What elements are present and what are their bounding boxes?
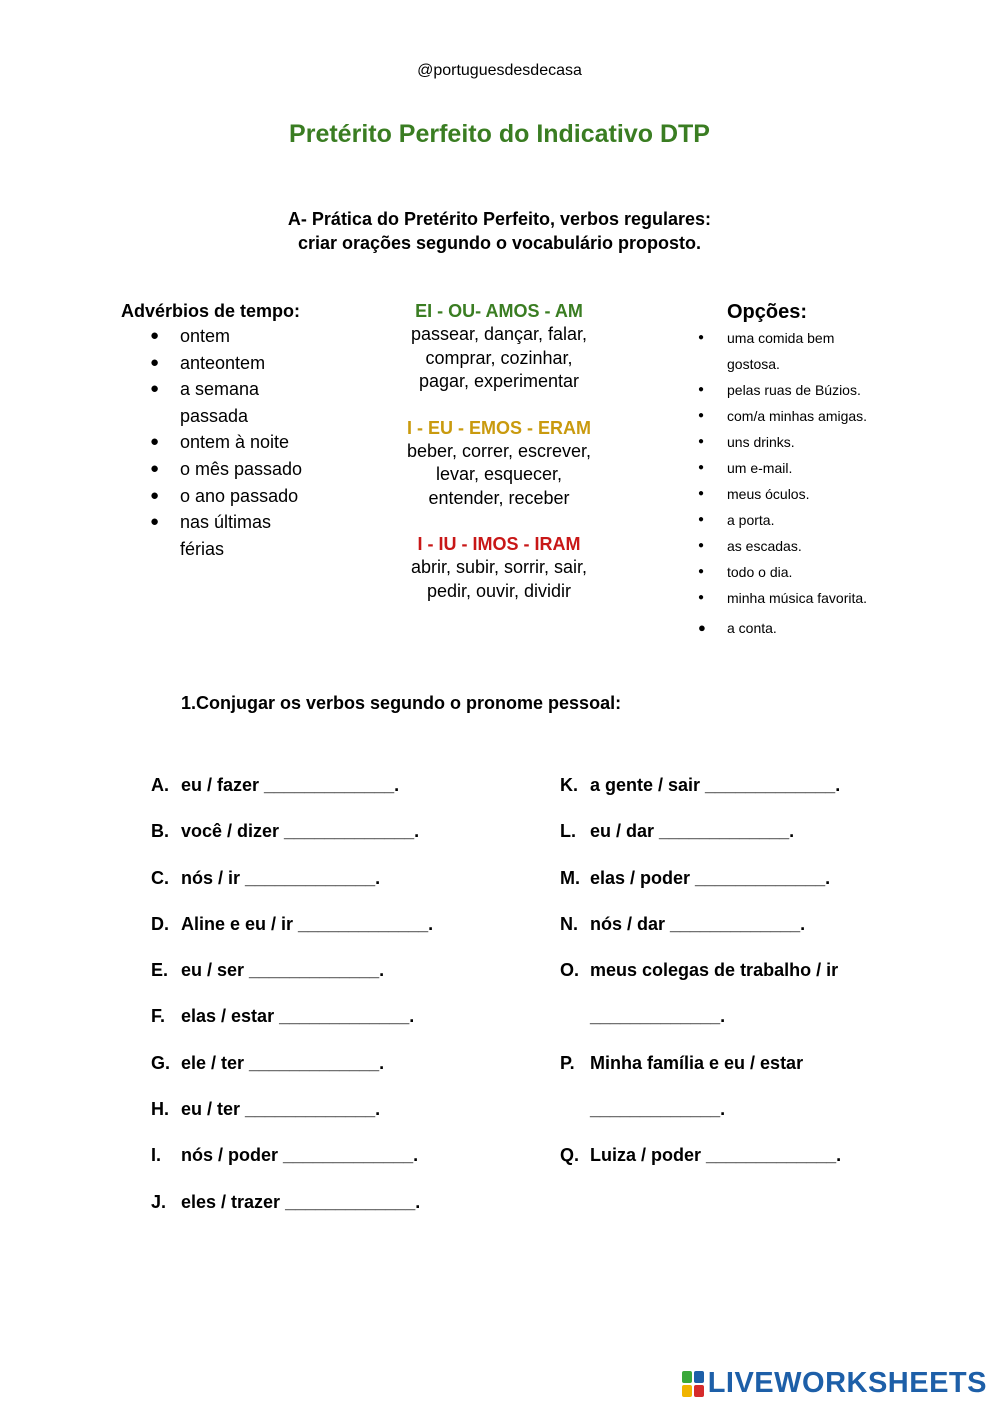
exercise-heading: 1.Conjugar os verbos segundo o pronome pessoal: [181, 693, 622, 713]
item-letter: C. [151, 867, 169, 888]
bullet-icon: ● [150, 459, 160, 477]
item-letter: J. [151, 1191, 167, 1212]
exercise-right-column [560, 762, 841, 1179]
instructions-line-1: A- Prática do Pretérito Perfeito, verbos regulares: [287, 209, 712, 229]
verb-line: pagar, experimentar [418, 371, 580, 391]
option-item: ● meus óculos. [695, 481, 995, 507]
logo-square [682, 1371, 692, 1383]
item-prompt: a gente / sair _____________. [590, 775, 841, 795]
item-prompt: nós / ir _____________. [181, 867, 381, 888]
option-item-continued: gostosa. [727, 356, 780, 372]
bullet-icon: ● [698, 384, 705, 395]
verb-group-2-list [374, 440, 624, 511]
page-title: Pretérito Perfeito do Indicativo DTP [289, 120, 710, 148]
adverb-item: ● nas últimas férias [120, 509, 290, 562]
verb-groups-column [374, 299, 624, 625]
bullet-icon: ● [698, 514, 705, 525]
exercise-item[interactable] [560, 947, 841, 993]
item-prompt: Luiza / poder _____________. [590, 1145, 842, 1166]
verb-group-1-list [374, 323, 624, 394]
exercise-item[interactable] [151, 808, 433, 854]
item-letter: D. [151, 913, 169, 934]
adverb-item: ● anteontem [120, 350, 351, 377]
exercise-item[interactable] [151, 1179, 433, 1225]
liveworksheets-wordmark: LIVEWORKSHEETS [707, 1367, 987, 1399]
item-letter: F. [151, 1006, 166, 1027]
item-letter: O. [560, 960, 580, 981]
bullet-icon: ● [698, 620, 706, 635]
item-prompt: eles / trazer _____________. [181, 1191, 421, 1212]
adverb-item: ● ontem [120, 323, 351, 350]
exercise-item[interactable] [560, 762, 841, 808]
bullet-icon: ● [698, 332, 705, 343]
bullet-icon: ● [150, 380, 160, 398]
item-prompt: meus colegas de trabalho / ir [590, 960, 839, 981]
verb-line: abrir, subir, sorrir, sair, [410, 557, 588, 577]
verb-group-3-list [374, 556, 624, 603]
bullet-icon: ● [698, 540, 705, 551]
bullet-icon: ● [698, 462, 705, 473]
option-item: ● uma comida bem [695, 325, 995, 351]
verb-line: passear, dançar, falar, [410, 324, 588, 344]
exercise-answer-blank[interactable] [560, 1086, 841, 1132]
item-prompt: elas / estar _____________. [181, 1006, 415, 1027]
item-prompt: eu / ter _____________. [181, 1099, 381, 1120]
verb-line: beber, correr, escrever, [406, 440, 592, 461]
option-item: ● a porta. [695, 507, 995, 533]
verb-group-1 [374, 299, 624, 394]
logo-square [694, 1385, 704, 1397]
adverbs-column [121, 299, 351, 562]
adverb-item: ● a semana passada [120, 376, 290, 429]
bullet-icon: ● [150, 353, 160, 371]
logo-square [682, 1385, 692, 1397]
bullet-icon: ● [150, 327, 160, 344]
exercise-item[interactable] [151, 993, 433, 1039]
item-letter: M. [560, 867, 580, 888]
item-prompt: eu / dar _____________. [590, 821, 795, 842]
instructions [0, 207, 999, 255]
option-item: ● a conta. [695, 615, 995, 641]
adverb-item: ● o ano passado [120, 483, 351, 510]
exercise-item[interactable] [560, 901, 841, 947]
item-prompt: você / dizer _____________. [181, 821, 420, 842]
item-letter: E. [151, 960, 169, 981]
option-item: ● as escadas. [695, 533, 995, 559]
item-prompt: _____________. [590, 1006, 726, 1027]
verb-group-2-heading: I - EU - EMOS - ERAM [407, 417, 591, 438]
exercise-item[interactable] [560, 1132, 841, 1178]
bullet-icon: ● [698, 410, 705, 421]
item-letter: A. [151, 775, 169, 795]
bullet-icon: ● [698, 436, 705, 447]
adverb-item: ● o mês passado [120, 456, 351, 483]
item-letter: N. [560, 913, 578, 934]
item-letter: I. [151, 1145, 162, 1166]
option-item: ● pelas ruas de Búzios. [695, 377, 995, 403]
options-list [695, 325, 995, 641]
item-letter: Q. [560, 1145, 580, 1166]
item-prompt: _____________. [590, 1099, 726, 1120]
item-letter: K. [560, 775, 578, 795]
exercise-item[interactable] [151, 1086, 433, 1132]
item-prompt: eu / fazer _____________. [181, 775, 400, 795]
exercise-item[interactable] [560, 855, 841, 901]
verb-line: levar, esquecer, [435, 464, 563, 484]
bullet-icon: ● [150, 433, 160, 451]
item-prompt: nós / dar _____________. [590, 913, 806, 934]
bullet-icon: ● [698, 488, 705, 499]
option-item: ● todo o dia. [695, 559, 995, 585]
item-prompt: nós / poder _____________. [181, 1145, 419, 1166]
item-prompt: Aline e eu / ir _____________. [181, 913, 434, 934]
option-item: ● um e-mail. [695, 455, 995, 481]
exercise-item[interactable] [560, 808, 841, 854]
item-letter: H. [151, 1099, 169, 1120]
verb-group-1-heading: EI - OU- AMOS - AM [415, 301, 583, 321]
exercise-item[interactable] [151, 855, 433, 901]
item-prompt: eu / ser _____________. [181, 960, 385, 981]
verb-line: comprar, cozinhar, [425, 347, 573, 368]
item-letter: B. [151, 821, 169, 842]
liveworksheets-logo-icon [682, 1371, 704, 1397]
option-item: ● com/a minhas amigas. [695, 403, 995, 429]
logo-square [694, 1371, 704, 1383]
exercise-item[interactable] [151, 947, 433, 993]
adverbs-list [121, 323, 351, 562]
options-heading: Opções: [727, 301, 808, 323]
exercise-item[interactable] [151, 1132, 433, 1178]
bullet-icon: ● [698, 592, 705, 603]
instructions-line-2: criar orações segundo o vocabulário proposto. [297, 233, 702, 253]
option-item: ● minha música favorita. [695, 585, 995, 611]
exercise-item[interactable] [151, 762, 433, 808]
verb-group-2 [374, 416, 624, 511]
verb-group-3 [374, 532, 624, 603]
author-handle: @portuguesdesdecasa [417, 62, 582, 79]
item-prompt: elas / poder _____________. [590, 867, 831, 888]
liveworksheets-brand[interactable] [682, 1367, 987, 1400]
bullet-icon: ● [150, 513, 160, 531]
adverbs-heading: Advérbios de tempo: [121, 301, 301, 321]
item-letter: L. [560, 821, 576, 842]
item-letter: G. [151, 1052, 171, 1073]
options-column [695, 299, 995, 641]
item-prompt: ele / ter _____________. [181, 1052, 385, 1073]
verb-group-3-heading: I - IU - IMOS - IRAM [417, 534, 581, 554]
verb-line: pedir, ouvir, dividir [426, 580, 572, 601]
option-item: ● uns drinks. [695, 429, 995, 455]
verb-line: entender, receber [428, 487, 570, 508]
bullet-icon: ● [150, 486, 160, 504]
exercise-left-column [151, 762, 433, 1225]
item-prompt: Minha família e eu / estar [590, 1052, 804, 1073]
exercise-item[interactable] [151, 1040, 433, 1086]
exercise-item[interactable] [560, 1040, 841, 1086]
bullet-icon: ● [698, 566, 705, 577]
exercise-item[interactable] [151, 901, 433, 947]
exercise-answer-blank[interactable] [560, 993, 841, 1039]
adverb-item: ● ontem à noite [120, 429, 351, 456]
item-letter: P. [560, 1052, 575, 1073]
